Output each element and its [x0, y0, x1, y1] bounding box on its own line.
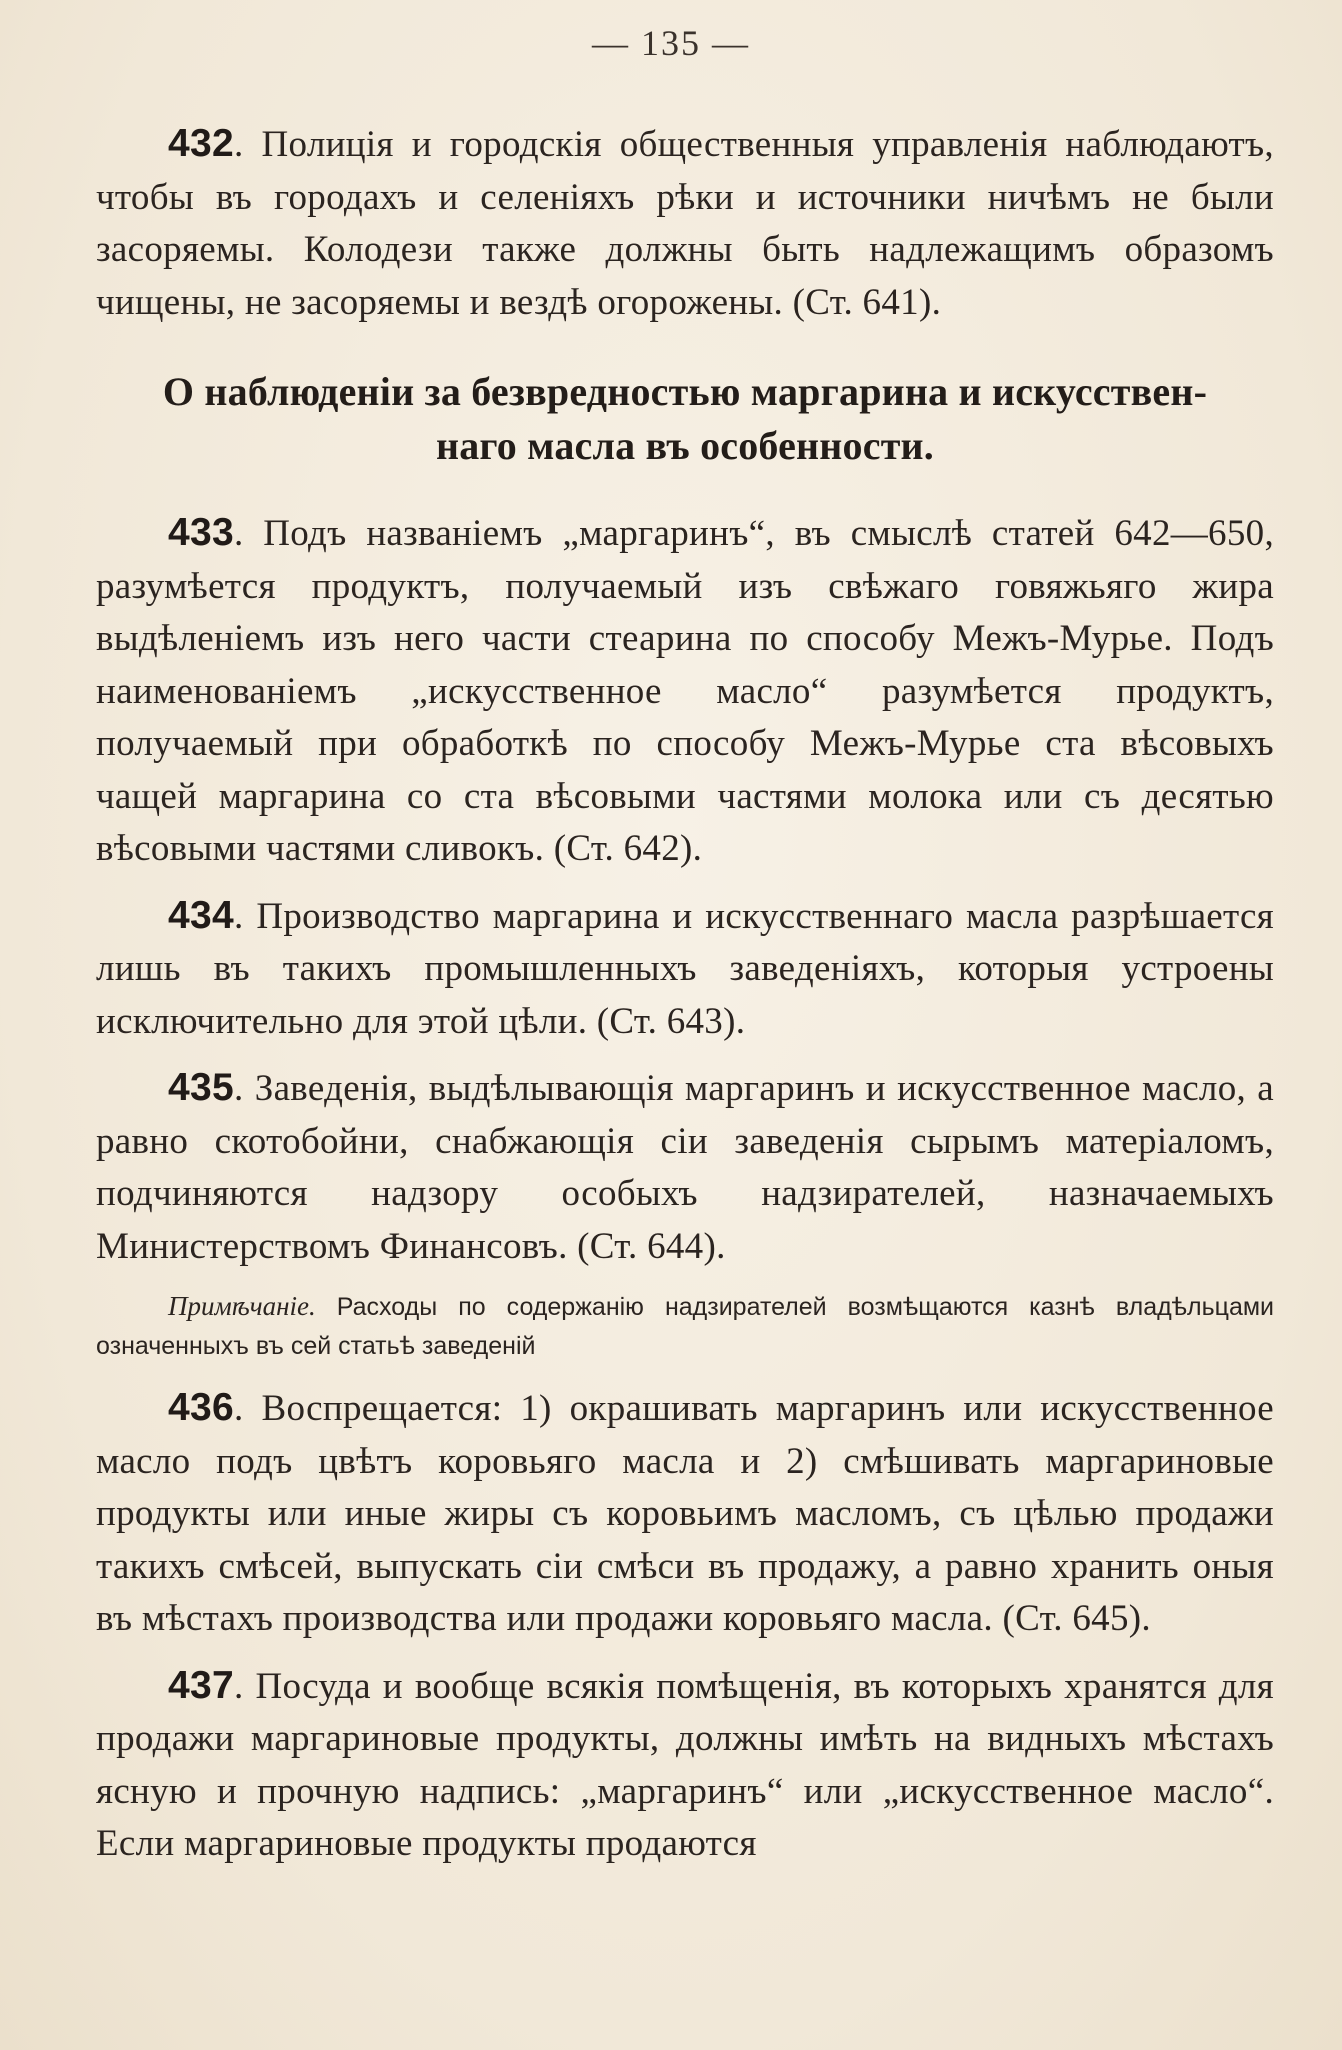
article-text: . Воспрещается: 1) окрашивать маргаринъ или искусственное масло подъ цвѣтъ коровьяго масла и 2) смѣшивать маргариновые продукты или иные жиры съ коровьимъ масломъ, съ цѣлью продажи такихъ смѣсей, выпускать сіи смѣси въ продажу, а равно хранить оныя въ мѣстахъ производства или продажи коровьяго масла. (Ст. 645).	[96, 1388, 1274, 1639]
article-number: 433	[168, 511, 234, 554]
section-heading-line-2: наго масла въ особенности.	[435, 423, 935, 468]
page-number: — 135 —	[592, 23, 750, 63]
article-437	[96, 1660, 1274, 1871]
article-number: 432	[168, 122, 234, 165]
article-number: 435	[168, 1066, 234, 1109]
article-number: 437	[168, 1663, 234, 1707]
article-436	[96, 1382, 1274, 1646]
section-heading-line-1: О наблюденіи за безвредностью маргарина и искусствен-	[162, 369, 1208, 414]
article-text: . Заведенія, выдѣлывающія маргаринъ и искусственное масло, а равно скотобойни, снабжающія сіи заведенія сырымъ матеріаломъ, подчиняются надзору особыхъ надзирателей, назначаемыхъ Министерствомъ Финансовъ. (Ст. 644).	[96, 1068, 1274, 1267]
article-435	[96, 1062, 1274, 1273]
article-433	[96, 507, 1274, 876]
section-heading	[96, 365, 1274, 473]
article-434	[96, 890, 1274, 1049]
footnote-remark	[96, 1287, 1274, 1366]
note-text: Расходы по содержанію надзирателей возмѣщаются казнѣ владѣльцами означенныхъ въ сей статьѣ заведеній	[96, 1293, 1274, 1360]
article-number: 434	[168, 893, 234, 937]
article-number: 436	[168, 1386, 234, 1429]
article-text: . Полиція и городскія общественныя управленія наблюдаютъ, чтобы въ городахъ и селеніяхъ рѣки и источники ничѣмъ не были засоряемы. Колодези также должны быть надлежащимъ образомъ чищены, не засоряемы и вездѣ огорожены. (Ст. 641).	[96, 124, 1274, 323]
article-text: . Подъ названіемъ „маргаринъ“, въ смыслѣ статей 642—650, разумѣется продуктъ, получаемый изъ свѣжаго говяжьяго жира выдѣленіемъ изъ него части стеарина по способу Межъ-Мурье. Подъ наименованіемъ „искусственное масло“ разумѣется продуктъ, получаемый при обработкѣ по способу Межъ-Мурье ста вѣсовыхъ чащей маргарина со ста вѣсовыми частями молока или съ десятью вѣсовыми частями сливокъ. (Ст. 642).	[96, 513, 1274, 869]
note-label: Примѣчаніе.	[168, 1291, 316, 1321]
article-text: . Производство маргарина и искусственнаго масла разрѣшается лишь въ такихъ промышленныхъ заведеніяхъ, которыя устроены исключительно для этой цѣли. (Ст. 643).	[96, 895, 1274, 1042]
article-text: . Посуда и вообще всякія помѣщенія, въ которыхъ хранятся для продажи маргариновые продукты, должны имѣть на видныхъ мѣстахъ ясную и прочную надпись: „маргаринъ“ или „искусственное масло“. Если маргариновые продукты продаются	[96, 1665, 1274, 1864]
page-content	[96, 118, 1274, 1885]
article-432	[96, 118, 1274, 329]
